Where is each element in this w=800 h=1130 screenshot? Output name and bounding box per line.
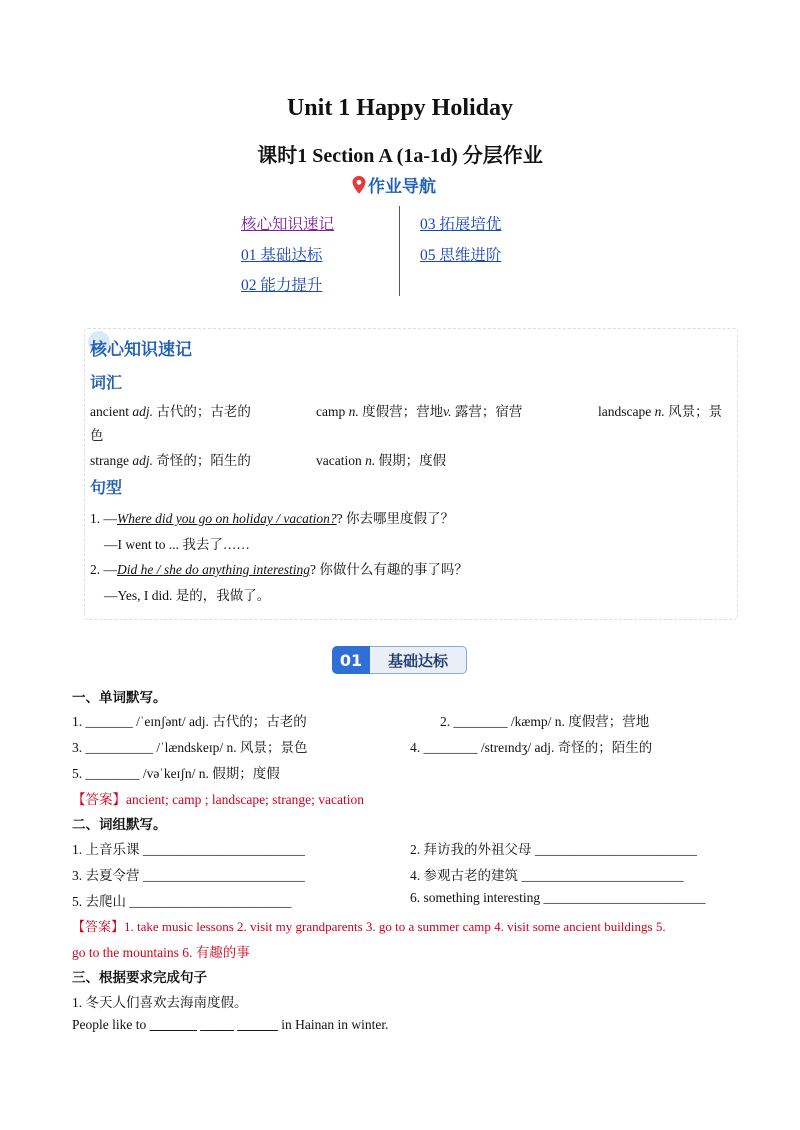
vocab-heading: 词汇 — [90, 373, 123, 392]
q2-item-2: 2. 拜访我的外祖父母 ________________________ — [410, 842, 697, 857]
section-badge-number: 01 — [332, 646, 370, 674]
q3-item-1: 1. 冬天人们喜欢去海南度假。 — [72, 995, 248, 1010]
q1-item-2: 2. ________ /kæmp/ n. 度假营；营地 — [440, 714, 650, 729]
page-subtitle: 课时1 Section A (1a-1d) 分层作业 — [257, 145, 543, 167]
vocab-ancient: ancient adj. 古代的；古老的 — [90, 404, 251, 419]
core-knowledge-heading: 核心知识速记 — [90, 340, 192, 360]
q2-item-3: 3. 去夏令营 ________________________ — [72, 868, 305, 883]
pattern-heading: 句型 — [90, 478, 123, 497]
q1-answer: 【答案】ancient; camp ; landscape; strange; vacation — [72, 792, 365, 807]
nav-link-01[interactable]: 01 基础达标 — [241, 247, 323, 264]
q2-item-1: 1. 上音乐课 ________________________ — [72, 842, 305, 857]
nav-link-05[interactable]: 05 思维进阶 — [420, 247, 502, 264]
q2-item-5: 5. 去爬山 ________________________ — [72, 894, 292, 909]
q3-heading: 三、根据要求完成句子 — [72, 970, 207, 986]
nav-link-02[interactable]: 02 能力提升 — [241, 277, 323, 294]
q1-item-4: 4. ________ /streɪndʒ/ adj. 奇怪的；陌生的 — [410, 740, 653, 755]
nav-heading — [352, 172, 436, 197]
vocab-landscape: landscape n. 风景；景 — [598, 404, 723, 419]
nav-divider — [399, 206, 400, 296]
pattern-1-answer: —I went to ... 我去了…… — [104, 537, 250, 552]
pattern-1-question: 1. —Where did you go on holiday / vacation?? 你去哪里度假了？ — [90, 511, 454, 526]
q1-heading: 一、单词默写。 — [72, 690, 167, 706]
section-01-badge — [332, 646, 467, 674]
q2-item-6: 6. something interesting ________________________ — [410, 890, 706, 905]
nav-heading-text: 作业导航 — [368, 177, 436, 197]
vocab-vacation: vacation n. 假期；度假 — [316, 453, 447, 468]
q2-answer-line-2: go to the mountains 6. 有趣的事 — [72, 945, 250, 960]
nav-link-core[interactable]: 核心知识速记 — [241, 216, 335, 233]
page-title: Unit 1 Happy Holiday — [286, 95, 514, 121]
section-badge-title: 基础达标 — [370, 646, 467, 674]
location-pin-icon — [352, 176, 366, 194]
vocab-camp: camp n. 度假营；营地v. 露营；宿营 — [316, 404, 523, 419]
q3-item-1-prompt: People like to _______ _____ ______ in Hainan in winter. — [72, 1017, 389, 1032]
q1-item-5: 5. ________ /vəˈkeɪʃn/ n. 假期；度假 — [72, 766, 280, 781]
q2-item-4: 4. 参观古老的建筑 ________________________ — [410, 868, 684, 883]
q2-answer-line-1: 【答案】1. take music lessons 2. visit my grandparents 3. go to a summer camp 4. visit some ancient buildings 5. — [72, 919, 666, 934]
q1-item-1: 1. _______ /ˈeɪnʃənt/ adj. 古代的；古老的 — [72, 714, 307, 729]
pattern-2-answer: —Yes, I did. 是的，我做了。 — [104, 588, 271, 603]
nav-link-03[interactable]: 03 拓展培优 — [420, 216, 502, 233]
vocab-landscape-cont: 色 — [90, 428, 104, 443]
q2-heading: 二、词组默写。 — [72, 817, 167, 833]
q1-item-3: 3. __________ /ˈlændskeɪp/ n. 风景；景色 — [72, 740, 308, 755]
vocab-strange: strange adj. 奇怪的；陌生的 — [90, 453, 251, 468]
pattern-2-question: 2. —Did he / she do anything interesting? 你做什么有趣的事了吗？ — [90, 562, 468, 577]
